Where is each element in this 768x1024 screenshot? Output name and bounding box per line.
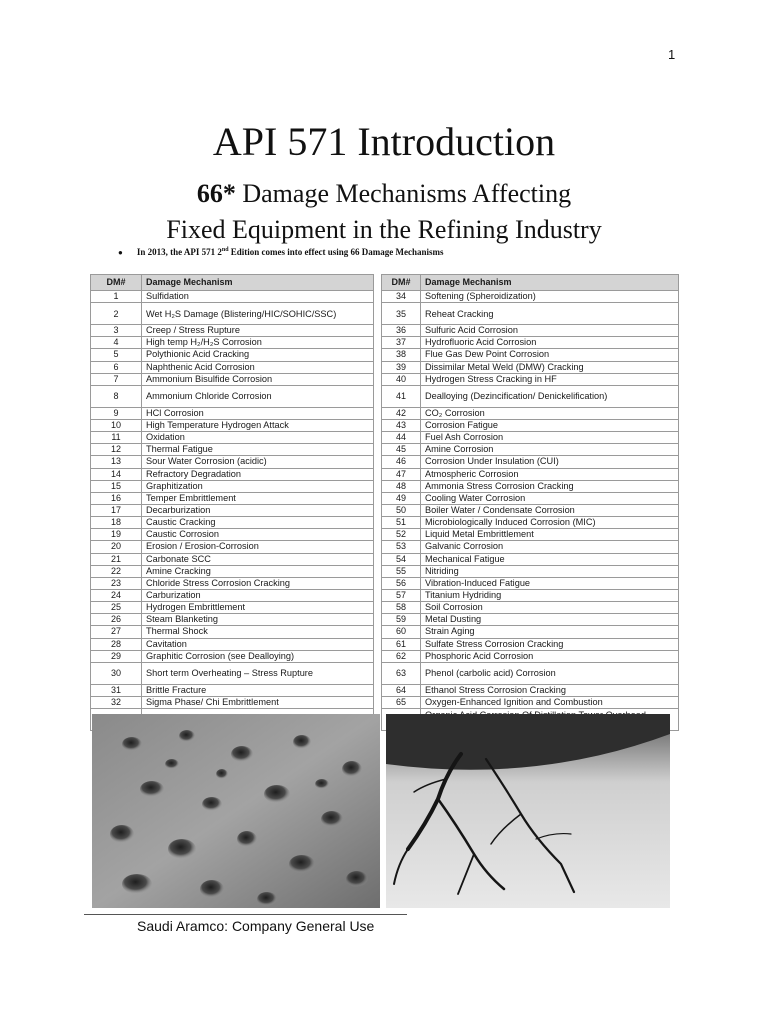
dm-number-left: 3 <box>91 325 142 337</box>
column-separator <box>374 565 382 577</box>
edition-note <box>118 247 444 257</box>
table-row <box>91 684 679 696</box>
dm-number-right: 37 <box>382 337 421 349</box>
note-sup: nd <box>221 247 229 253</box>
mechanism-left: Caustic Cracking <box>142 517 374 529</box>
column-separator <box>374 517 382 529</box>
mechanism-left: Ammonium Bisulfide Corrosion <box>142 373 374 385</box>
dm-number-right: 46 <box>382 456 421 468</box>
mechanism-right: CO₂ Corrosion <box>421 407 679 419</box>
mechanism-left: Decarburization <box>142 504 374 516</box>
dm-number-right: 38 <box>382 349 421 361</box>
table-row <box>91 432 679 444</box>
dm-number-left: 12 <box>91 444 142 456</box>
column-separator <box>374 337 382 349</box>
damage-mechanism-table <box>90 274 678 731</box>
dm-number-left: 1 <box>91 291 142 303</box>
mechanism-right: Sulfate Stress Corrosion Cracking <box>421 638 679 650</box>
dm-number-left: 29 <box>91 650 142 662</box>
dm-number-right: 42 <box>382 407 421 419</box>
mechanism-left: Wet H₂S Damage (Blistering/HIC/SOHIC/SSC) <box>142 303 374 325</box>
mechanism-left: Oxidation <box>142 432 374 444</box>
dm-number-right: 35 <box>382 303 421 325</box>
table-row <box>91 650 679 662</box>
dm-number-left: 6 <box>91 361 142 373</box>
column-separator <box>374 614 382 626</box>
bullet-icon: ● <box>118 247 123 257</box>
page-title: API 571 Introduction <box>212 119 556 164</box>
subtitle-line-1 <box>0 176 768 212</box>
footer-classification: Saudi Aramco: Company General Use <box>137 918 375 934</box>
dm-number-right: 62 <box>382 650 421 662</box>
table-row <box>91 504 679 516</box>
dm-number-right: 54 <box>382 553 421 565</box>
subtitle <box>0 176 768 248</box>
dm-number-left: 17 <box>91 504 142 516</box>
mechanism-left: Graphitic Corrosion (see Dealloying) <box>142 650 374 662</box>
subtitle-line-2: Fixed Equipment in the Refining Industry <box>166 215 602 244</box>
table-row <box>91 325 679 337</box>
dm-number-left: 16 <box>91 492 142 504</box>
table-row <box>91 517 679 529</box>
dm-number-left: 21 <box>91 553 142 565</box>
table-row <box>91 529 679 541</box>
mechanism-right: Mechanical Fatigue <box>421 553 679 565</box>
mechanism-left: Caustic Corrosion <box>142 529 374 541</box>
mechanism-right: Nitriding <box>421 565 679 577</box>
column-separator <box>374 456 382 468</box>
table-row <box>91 553 679 565</box>
dm-number-left: 22 <box>91 565 142 577</box>
dm-number-right: 60 <box>382 626 421 638</box>
dm-number-left: 11 <box>91 432 142 444</box>
table-row <box>91 696 679 708</box>
dm-number-left: 28 <box>91 638 142 650</box>
mechanism-right: Flue Gas Dew Point Corrosion <box>421 349 679 361</box>
dm-number-right: 39 <box>382 361 421 373</box>
dm-number-left: 27 <box>91 626 142 638</box>
mechanism-left: Erosion / Erosion-Corrosion <box>142 541 374 553</box>
column-separator <box>374 349 382 361</box>
mechanism-left: Brittle Fracture <box>142 684 374 696</box>
table-row <box>91 385 679 407</box>
dm-number-left: 4 <box>91 337 142 349</box>
edition-note-text <box>137 247 444 257</box>
table-row <box>91 626 679 638</box>
mechanism-right: Softening (Spheroidization) <box>421 291 679 303</box>
mechanism-right: Ammonia Stress Corrosion Cracking <box>421 480 679 492</box>
mechanism-left: Thermal Shock <box>142 626 374 638</box>
dm-number-left: 15 <box>91 480 142 492</box>
subtitle-count: 66* <box>196 179 236 208</box>
table-row <box>91 291 679 303</box>
column-separator <box>374 419 382 431</box>
table-row <box>91 444 679 456</box>
mechanism-right: Microbiologically Induced Corrosion (MIC) <box>421 517 679 529</box>
table-row <box>91 373 679 385</box>
mechanism-right: Amine Corrosion <box>421 444 679 456</box>
mechanism-right: Dissimilar Metal Weld (DMW) Cracking <box>421 361 679 373</box>
column-separator <box>374 684 382 696</box>
column-separator <box>374 541 382 553</box>
dm-number-left: 26 <box>91 614 142 626</box>
dm-number-left: 13 <box>91 456 142 468</box>
column-separator <box>374 385 382 407</box>
column-separator <box>374 638 382 650</box>
mechanism-right: Phosphoric Acid Corrosion <box>421 650 679 662</box>
dm-number-left: 10 <box>91 419 142 431</box>
mechanism-right: Dealloying (Dezincification/ Denickelification) <box>421 385 679 407</box>
dm-number-right: 61 <box>382 638 421 650</box>
dm-number-right: 40 <box>382 373 421 385</box>
column-separator <box>374 444 382 456</box>
mechanism-left: Chloride Stress Corrosion Cracking <box>142 577 374 589</box>
mechanism-right: Titanium Hydriding <box>421 589 679 601</box>
column-separator <box>374 553 382 565</box>
column-separator <box>374 373 382 385</box>
mechanism-right: Ethanol Stress Corrosion Cracking <box>421 684 679 696</box>
dm-number-right: 41 <box>382 385 421 407</box>
mechanism-left: Sulfidation <box>142 291 374 303</box>
dm-number-right: 47 <box>382 468 421 480</box>
mechanism-right: Boiler Water / Condensate Corrosion <box>421 504 679 516</box>
table-row <box>91 614 679 626</box>
dm-number-left: 8 <box>91 385 142 407</box>
mechanism-left: Refractory Degradation <box>142 468 374 480</box>
dm-number-left: 7 <box>91 373 142 385</box>
mechanism-right: Vibration-Induced Fatigue <box>421 577 679 589</box>
mechanism-left: Graphitization <box>142 480 374 492</box>
column-separator <box>374 480 382 492</box>
mechanism-right: Liquid Metal Embrittlement <box>421 529 679 541</box>
note-text-a: In 2013, the API 571 2 <box>136 247 222 257</box>
column-separator <box>374 529 382 541</box>
mechanism-right: Corrosion Fatigue <box>421 419 679 431</box>
pitting-corrosion-photo <box>92 714 380 908</box>
mechanism-right: Cooling Water Corrosion <box>421 492 679 504</box>
table-body <box>91 291 679 731</box>
dm-number-right: 43 <box>382 419 421 431</box>
dm-number-left: 20 <box>91 541 142 553</box>
dm-number-right: 44 <box>382 432 421 444</box>
mechanism-left: Temper Embrittlement <box>142 492 374 504</box>
column-separator <box>374 468 382 480</box>
mechanism-left: Carburization <box>142 589 374 601</box>
mechanism-right: Corrosion Under Insulation (CUI) <box>421 456 679 468</box>
dm-number-right: 53 <box>382 541 421 553</box>
note-text-b: Edition comes into effect using 66 Damage Mechanisms <box>228 247 444 257</box>
dm-number-left: 18 <box>91 517 142 529</box>
dm-number-left: 25 <box>91 602 142 614</box>
dm-number-right: 52 <box>382 529 421 541</box>
column-separator <box>374 432 382 444</box>
mechanism-left: Cavitation <box>142 638 374 650</box>
column-separator <box>374 589 382 601</box>
dm-number-left: 9 <box>91 407 142 419</box>
header-dm-number-left: DM# <box>91 275 142 291</box>
dm-number-left: 23 <box>91 577 142 589</box>
dm-number-right: 56 <box>382 577 421 589</box>
mechanism-left: Ammonium Chloride Corrosion <box>142 385 374 407</box>
table-row <box>91 456 679 468</box>
table-row <box>91 602 679 614</box>
table-row <box>91 541 679 553</box>
table-row <box>91 468 679 480</box>
header-mechanism-left: Damage Mechanism <box>142 275 374 291</box>
mechanism-right: Atmospheric Corrosion <box>421 468 679 480</box>
mechanism-right: Oxygen-Enhanced Ignition and Combustion <box>421 696 679 708</box>
mechanism-left: Carbonate SCC <box>142 553 374 565</box>
page-number: 1 <box>668 47 676 62</box>
table-row <box>91 589 679 601</box>
dm-number-right: 36 <box>382 325 421 337</box>
mechanism-right: Soil Corrosion <box>421 602 679 614</box>
column-separator <box>374 504 382 516</box>
dm-number-right: 59 <box>382 614 421 626</box>
table-row <box>91 361 679 373</box>
mechanism-right: Fuel Ash Corrosion <box>421 432 679 444</box>
mechanism-left: HCl Corrosion <box>142 407 374 419</box>
dm-number-right: 45 <box>382 444 421 456</box>
dm-number-right: 65 <box>382 696 421 708</box>
column-separator <box>374 325 382 337</box>
mechanism-right: Strain Aging <box>421 626 679 638</box>
dm-number-right: 63 <box>382 662 421 684</box>
dm-number-left: 14 <box>91 468 142 480</box>
dm-number-right: 34 <box>382 291 421 303</box>
mechanism-left: Amine Cracking <box>142 565 374 577</box>
dm-number-right: 51 <box>382 517 421 529</box>
mechanism-left: Polythionic Acid Cracking <box>142 349 374 361</box>
mechanism-right: Hydrofluoric Acid Corrosion <box>421 337 679 349</box>
table-row <box>91 638 679 650</box>
column-separator <box>374 602 382 614</box>
column-separator <box>374 626 382 638</box>
mechanism-left: Naphthenic Acid Corrosion <box>142 361 374 373</box>
table-row <box>91 662 679 684</box>
table-row <box>91 407 679 419</box>
column-separator <box>374 291 382 303</box>
table-row <box>91 337 679 349</box>
table-row <box>91 577 679 589</box>
header-mechanism-right: Damage Mechanism <box>421 275 679 291</box>
dm-number-left: 30 <box>91 662 142 684</box>
mechanism-left: Hydrogen Embrittlement <box>142 602 374 614</box>
column-separator <box>374 577 382 589</box>
dm-number-left: 31 <box>91 684 142 696</box>
table-row <box>91 419 679 431</box>
column-separator <box>374 303 382 325</box>
mechanism-right: Galvanic Corrosion <box>421 541 679 553</box>
footer-rule <box>84 914 407 915</box>
dm-number-right: 64 <box>382 684 421 696</box>
table-header-row <box>91 275 679 291</box>
dm-number-right: 55 <box>382 565 421 577</box>
mechanism-right: Phenol (carbolic acid) Corrosion <box>421 662 679 684</box>
mechanism-left: Sour Water Corrosion (acidic) <box>142 456 374 468</box>
mechanism-right: Reheat Cracking <box>421 303 679 325</box>
column-separator <box>374 696 382 708</box>
column-separator <box>374 650 382 662</box>
column-separator <box>374 662 382 684</box>
cracking-micrograph-photo <box>386 714 670 908</box>
mechanism-left: High temp H₂/H₂S Corrosion <box>142 337 374 349</box>
column-separator <box>374 407 382 419</box>
table-row <box>91 492 679 504</box>
mechanism-left: Thermal Fatigue <box>142 444 374 456</box>
mechanism-right: Hydrogen Stress Cracking in HF <box>421 373 679 385</box>
mechanism-left: Sigma Phase/ Chi Embrittlement <box>142 696 374 708</box>
dm-number-left: 19 <box>91 529 142 541</box>
dm-number-right: 48 <box>382 480 421 492</box>
dm-number-right: 58 <box>382 602 421 614</box>
dm-number-left: 5 <box>91 349 142 361</box>
dm-number-left: 32 <box>91 696 142 708</box>
dm-number-right: 50 <box>382 504 421 516</box>
mechanism-right: Sulfuric Acid Corrosion <box>421 325 679 337</box>
table-row <box>91 565 679 577</box>
mechanism-left: High Temperature Hydrogen Attack <box>142 419 374 431</box>
column-separator <box>374 492 382 504</box>
table-row <box>91 349 679 361</box>
table-row <box>91 480 679 492</box>
mechanism-right: Metal Dusting <box>421 614 679 626</box>
mechanism-left: Creep / Stress Rupture <box>142 325 374 337</box>
table-row <box>91 303 679 325</box>
subtitle-line-1-rest: Damage Mechanisms Affecting <box>235 179 572 208</box>
dm-number-right: 57 <box>382 589 421 601</box>
dm-number-left: 2 <box>91 303 142 325</box>
mechanism-left: Steam Blanketing <box>142 614 374 626</box>
column-separator <box>374 275 382 291</box>
header-dm-number-right: DM# <box>382 275 421 291</box>
dm-number-left: 24 <box>91 589 142 601</box>
column-separator <box>374 361 382 373</box>
dm-number-right: 49 <box>382 492 421 504</box>
mechanism-left: Short term Overheating – Stress Rupture <box>142 662 374 684</box>
